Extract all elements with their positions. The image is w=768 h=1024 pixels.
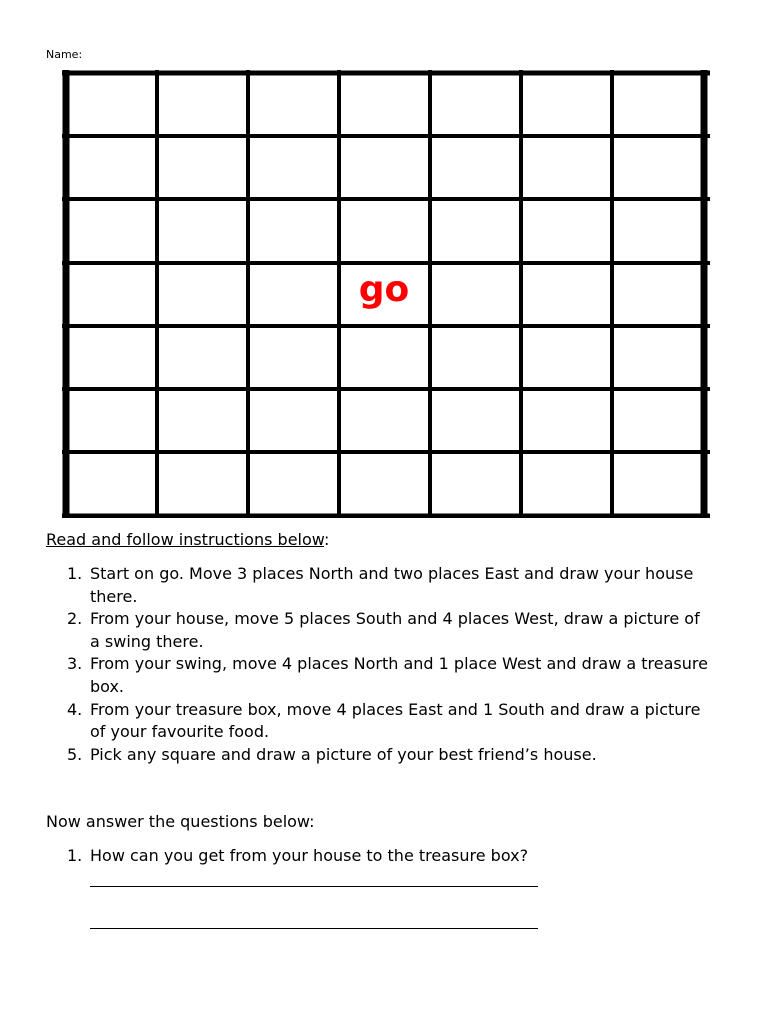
question-text: How can you get from your house to the treasure box? (90, 846, 529, 865)
instruction-item (0, 653, 710, 698)
instruction-number: 1. (67, 564, 83, 583)
instruction-text: From your house, move 5 places South and 4 places West, draw a picture of a swing there. (90, 609, 700, 651)
instruction-item (0, 699, 710, 744)
instruction-text: Pick any square and draw a picture of your best friend’s house. (90, 744, 597, 764)
question-item (0, 845, 710, 868)
go-start-label: go (358, 269, 410, 310)
question-number: 1. (67, 846, 83, 865)
instructions-heading-colon: : (323, 530, 330, 549)
instruction-text: From your treasure box, move 4 places East and 1 South and draw a picture of your favourite food. (90, 699, 701, 742)
instruction-number: 5. (67, 744, 83, 764)
questions-heading: Now answer the questions below: (46, 812, 315, 831)
question-list (0, 845, 768, 868)
instruction-item (0, 563, 710, 608)
instruction-item (0, 608, 710, 653)
instructions-heading (46, 530, 329, 550)
instructions-heading-text: Read and follow instructions below (46, 530, 324, 549)
instruction-item (0, 744, 710, 767)
instruction-list (0, 563, 768, 766)
instruction-number: 2. (67, 609, 83, 629)
instruction-number: 3. (67, 654, 83, 674)
name-label: Name: (46, 48, 83, 61)
instruction-text: Start on go. Move 3 places North and two places East and draw your house there. (90, 564, 694, 606)
answer-line[interactable] (90, 928, 538, 929)
instruction-text: From your swing, move 4 places North and 1 place West and draw a treasure box. (90, 654, 708, 696)
instruction-number: 4. (67, 699, 83, 719)
answer-line[interactable] (90, 886, 538, 887)
